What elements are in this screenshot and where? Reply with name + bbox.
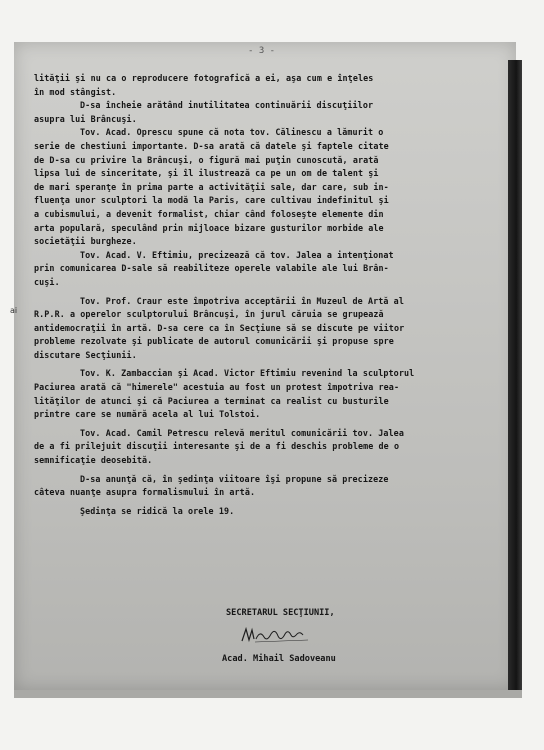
text-line: Tov. Acad. Camil Petrescu relevă meritul comunicării tov. Jalea bbox=[80, 427, 404, 438]
document-body bbox=[34, 72, 504, 518]
text-line: de D-sa cu privire la Brâncuşi, o figură mai puţin cunoscută, arată bbox=[34, 154, 379, 165]
scan-shadow-edge bbox=[508, 60, 522, 690]
text-line: câteva nuanţe asupra formalismului în artă. bbox=[34, 487, 256, 498]
text-line: D-sa anunţă că, în şedinţa viitoare îşi propune să precizeze bbox=[80, 473, 389, 484]
signature-title: SECRETARUL SECŢIUNII, bbox=[226, 608, 335, 618]
text-line: societăţii burgheze. bbox=[34, 236, 137, 247]
text-line: de mari speranţe în prima parte a activităţii sale, dar care, sub in- bbox=[34, 181, 389, 192]
handwritten-signature bbox=[238, 624, 318, 646]
text-line: a cubismului, a devenit formalist, chiar când foloseşte elemente din bbox=[34, 208, 384, 219]
text-line: Tov. Prof. Craur este împotriva acceptării în Muzeul de Artă al bbox=[80, 295, 404, 306]
text-line: în mod stângist. bbox=[34, 86, 117, 97]
text-line: antidemocraţii în artă. D-sa cere ca în Secţiune să se discute pe viitor bbox=[34, 322, 405, 333]
text-line: semnificaţie deosebită. bbox=[34, 455, 153, 466]
text-line: fluenţa unor sculptori la modă la Paris, care cultivau indefinitul şi bbox=[34, 195, 389, 206]
signature-name: Acad. Mihail Sadoveanu bbox=[222, 654, 336, 664]
scan-bottom-shadow bbox=[14, 690, 522, 698]
text-line: Paciurea arată că "himerele" acestuia au fost un protest împotriva rea- bbox=[34, 382, 400, 393]
text-line: Tov. Acad. V. Eftimiu, precizează că tov. Jalea a intenţionat bbox=[80, 249, 394, 260]
text-line: prin comunicarea D-sale să reabiliteze operele valabile ale lui Brân- bbox=[34, 263, 389, 274]
page-number: - 3 - bbox=[248, 46, 276, 56]
text-line: probleme rezolvate şi publicate de autorul comunicării şi propuse spre bbox=[34, 336, 394, 347]
text-line: cuşi. bbox=[34, 276, 60, 287]
margin-mark: ai bbox=[10, 306, 18, 315]
text-line: discutare Secţiunii. bbox=[34, 349, 137, 360]
text-line: Tov. Acad. Oprescu spune că nota tov. Călinescu a lămurit o bbox=[80, 127, 384, 138]
text-line: Tov. K. Zambaccian şi Acad. Victor Eftimiu revenind la sculptorul bbox=[80, 368, 415, 379]
text-line: lităţilor de atunci şi că Paciurea a terminat ca realist cu busturile bbox=[34, 395, 389, 406]
text-line: lităţii şi nu ca o reproducere fotografică a ei, aşa cum e înţeles bbox=[34, 73, 374, 83]
text-line: lipsa lui de sinceritate, şi îl ilustrează ca pe un om de talent şi bbox=[34, 168, 379, 179]
text-line: de a fi prilejuit discuţii interesante şi de a fi deschis probleme de o bbox=[34, 441, 400, 452]
text-line: Şedinţa se ridică la orele 19. bbox=[80, 505, 235, 516]
text-line: serie de chestiuni importante. D-sa arată că datele şi faptele citate bbox=[34, 140, 389, 151]
text-line: R.P.R. a operelor sculptorului Brâncuşi, în jurul căruia se grupează bbox=[34, 309, 384, 320]
text-line: printre care se numără acela al lui Tolstoi. bbox=[34, 409, 261, 420]
text-line: arta populară, speculând prin mijloace bizare gusturilor morbide ale bbox=[34, 222, 384, 233]
text-line: D-sa încheie arătând inutilitatea continuării discuţiilor bbox=[80, 100, 374, 111]
text-line: asupra lui Brâncuşi. bbox=[34, 113, 137, 124]
